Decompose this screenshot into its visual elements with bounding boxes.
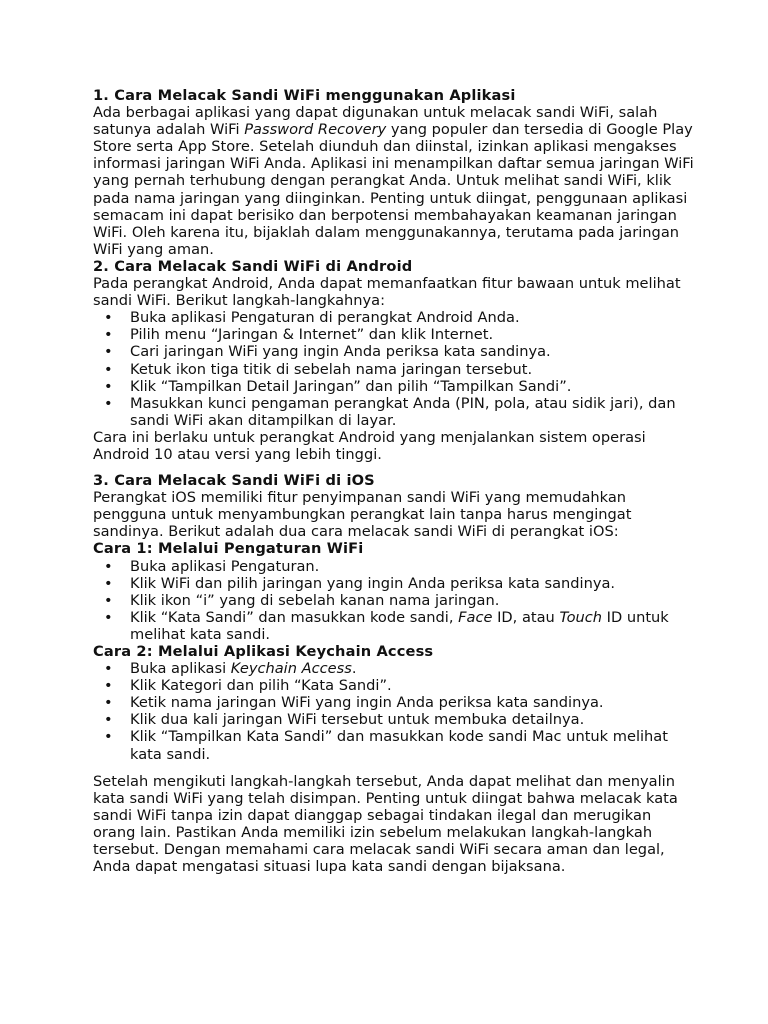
list-item-text xyxy=(130,609,669,643)
bullet-icon: • xyxy=(104,677,113,695)
bullet-icon: • xyxy=(104,309,113,327)
section-1-text-b: yang populer dan tersedia di Google Play Store serta App Store. Setelah diunduh dan diinstal, izinkan aplikasi mengakses informasi jaringan WiFi Anda. Aplikasi ini menampilkan daftar semua jaringan WiFi yang pernah terhubung dengan perangkat Anda. Untuk melihat sandi WiFi, klik pada nama jaringan yang diinginkan. Penting untuk diingat, penggunaan aplikasi semacam ini dapat berisiko dan berpotensi membahayakan keamanan jaringan WiFi. Oleh karena itu, bijaklah dalam menggunakannya, terutama pada jaringan WiFi yang aman. xyxy=(93,121,694,258)
list-item xyxy=(93,343,698,360)
bullet-icon: • xyxy=(104,343,113,361)
list-item-text: Pilih menu “Jaringan & Internet” dan klik Internet. xyxy=(130,326,494,344)
list-item xyxy=(93,575,698,592)
bullet-icon: • xyxy=(104,660,113,678)
list-item-text: Klik dua kali jaringan WiFi tersebut untuk membuka detailnya. xyxy=(130,711,585,729)
bullet-icon: • xyxy=(104,608,113,626)
item-text-c: ID untuk melihat kata sandi. xyxy=(130,608,669,643)
section-3-ios xyxy=(93,472,698,763)
item-text-a: Klik “Kata Sandi” dan masukkan kode sandi, xyxy=(130,608,459,626)
list-item-text: Ketik nama jaringan WiFi yang ingin Anda periksa kata sandinya. xyxy=(130,694,604,712)
ios-wifi-settings-list xyxy=(93,558,698,643)
section-1-heading: 1. Cara Melacak Sandi WiFi menggunakan Aplikasi xyxy=(93,87,516,104)
bullet-icon: • xyxy=(104,377,113,395)
item-text-a: Buka aplikasi xyxy=(130,660,231,678)
list-item xyxy=(93,677,698,694)
item-text-b: ID, atau xyxy=(492,608,560,626)
list-item-text: Klik Kategori dan pilih “Kata Sandi”. xyxy=(130,677,392,695)
list-item xyxy=(93,326,698,343)
list-item xyxy=(93,711,698,728)
bullet-icon: • xyxy=(104,360,113,378)
list-item-text: Klik “Tampilkan Detail Jaringan” dan pilih “Tampilkan Sandi”. xyxy=(130,377,572,395)
section-1-text-a: Ada berbagai aplikasi yang dapat digunakan untuk melacak sandi WiFi, salah satunya adalah WiFi xyxy=(93,104,658,139)
ios-keychain-list xyxy=(93,660,698,763)
bullet-icon: • xyxy=(104,711,113,729)
section-3-intro: Perangkat iOS memiliki fitur penyimpanan sandi WiFi yang memudahkan pengguna untuk menyambungkan perangkat lain tanpa harus mengingat sandinya. Berikut adalah dua cara melacak sandi WiFi di perangkat iOS: xyxy=(93,489,632,541)
item-text-face: Face xyxy=(458,608,493,626)
list-item xyxy=(93,378,698,395)
item-text-keychain: Keychain Access xyxy=(230,660,352,678)
spacer xyxy=(93,763,698,773)
bullet-icon: • xyxy=(104,557,113,575)
bullet-icon: • xyxy=(104,591,113,609)
cara-2-heading: Cara 2: Melalui Aplikasi Keychain Access xyxy=(93,643,434,660)
item-text-b: . xyxy=(351,660,357,678)
list-item xyxy=(93,728,698,762)
section-2-outro: Cara ini berlaku untuk perangkat Android yang menjalankan sistem operasi Android 10 atau versi yang lebih tinggi. xyxy=(93,428,646,463)
item-text-touch: Touch xyxy=(559,608,603,626)
list-item xyxy=(93,592,698,609)
cara-1-heading: Cara 1: Melalui Pengaturan WiFi xyxy=(93,540,364,558)
list-item xyxy=(93,395,698,429)
spacer xyxy=(93,463,698,472)
section-2-intro: Pada perangkat Android, Anda dapat memanfaatkan fitur bawaan untuk melihat sandi WiFi. Berikut langkah-langkahnya: xyxy=(93,275,681,310)
section-1-paragraph xyxy=(93,104,698,258)
list-item xyxy=(93,309,698,326)
list-item xyxy=(93,660,698,677)
list-item-text: Buka aplikasi Pengaturan di perangkat Android Anda. xyxy=(130,309,520,327)
bullet-icon: • xyxy=(104,694,113,712)
section-1-app xyxy=(93,87,698,258)
list-item-text: Buka aplikasi Pengaturan. xyxy=(130,557,320,575)
section-2-heading: 2. Cara Melacak Sandi WiFi di Android xyxy=(93,257,413,275)
list-item-text xyxy=(130,660,356,677)
section-3-heading: 3. Cara Melacak Sandi WiFi di iOS xyxy=(93,472,375,490)
android-steps-list xyxy=(93,309,698,429)
closing-paragraph: Setelah mengikuti langkah-langkah tersebut, Anda dapat melihat dan menyalin kata sandi WiFi yang telah disimpan. Penting untuk diingat bahwa melacak kata sandi WiFi tanpa izin dapat dianggap sebagai tindakan ilegal dan merugikan orang lain. Pastikan Anda memiliki izin sebelum melakukan langkah-langkah tersebut. Dengan memahami cara melacak sandi WiFi secara aman dan legal, Anda dapat mengatasi situasi lupa kata sandi dengan bijaksana. xyxy=(93,772,678,876)
section-1-text-em: Password Recovery xyxy=(244,121,387,139)
list-item xyxy=(93,694,698,711)
bullet-icon: • xyxy=(104,394,113,412)
list-item xyxy=(93,361,698,378)
bullet-icon: • xyxy=(104,728,113,746)
list-item-text: Klik WiFi dan pilih jaringan yang ingin Anda periksa kata sandinya. xyxy=(130,574,616,592)
list-item-text: Cari jaringan WiFi yang ingin Anda periksa kata sandinya. xyxy=(130,343,551,361)
bullet-icon: • xyxy=(104,326,113,344)
section-2-android xyxy=(93,258,698,463)
list-item-text: Klik “Tampilkan Kata Sandi” dan masukkan kode sandi Mac untuk melihat kata sandi. xyxy=(130,728,668,763)
list-item-text: Klik ikon “i” yang di sebelah kanan nama jaringan. xyxy=(130,591,500,609)
bullet-icon: • xyxy=(104,574,113,592)
list-item-text: Ketuk ikon tiga titik di sebelah nama jaringan tersebut. xyxy=(130,360,533,378)
list-item xyxy=(93,609,698,643)
list-item-text: Masukkan kunci pengaman perangkat Anda (PIN, pola, atau sidik jari), dan sandi WiFi akan ditampilkan di layar. xyxy=(130,394,676,429)
list-item xyxy=(93,558,698,575)
